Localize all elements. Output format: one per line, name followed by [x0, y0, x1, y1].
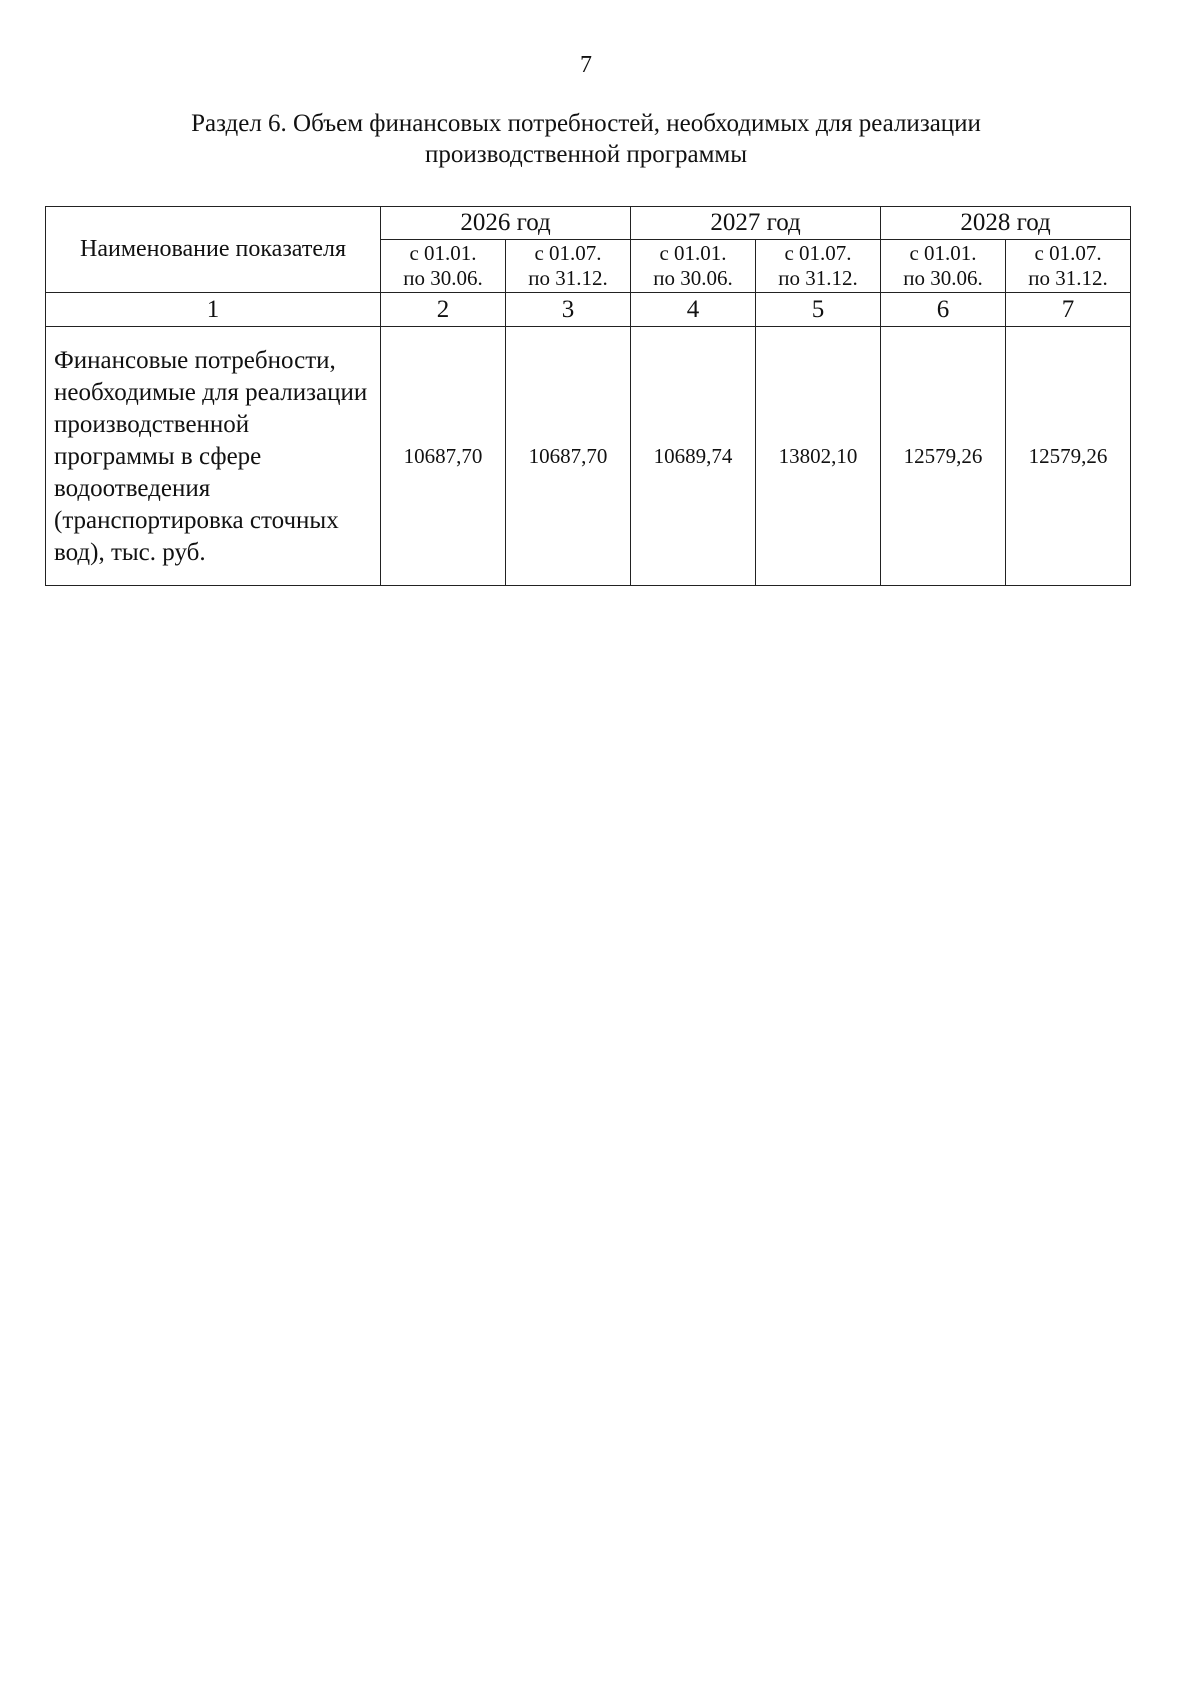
column-number: 5: [756, 293, 881, 327]
table-row: [46, 327, 1131, 586]
column-number-row: [46, 293, 1131, 327]
period-header: [881, 240, 1006, 293]
value-cell: 10689,74: [631, 327, 756, 586]
section-title-line-2: производственной программы: [424, 141, 748, 168]
year-header-2026: 2026 год: [381, 207, 631, 240]
column-number: 3: [506, 293, 631, 327]
value-cell: 13802,10: [756, 327, 881, 586]
period-from: с 01.01.: [909, 241, 977, 265]
column-number: 4: [631, 293, 756, 327]
value-cell: 12579,26: [881, 327, 1006, 586]
indicator-label: Финансовые потребности, необходимые для реализации производственной программы в сфере водоотведения (транспортировка сточных вод), тыс. руб.: [46, 327, 381, 586]
column-number: 7: [1006, 293, 1131, 327]
period-to: по 30.06.: [903, 266, 983, 290]
period-to: по 31.12.: [778, 266, 858, 290]
value-cell: 12579,26: [1006, 327, 1131, 586]
column-number: 1: [46, 293, 381, 327]
period-header: [1006, 240, 1131, 293]
year-header-row: [46, 207, 1131, 240]
value-cell: 10687,70: [381, 327, 506, 586]
period-header: [506, 240, 631, 293]
year-header-2028: 2028 год: [881, 207, 1131, 240]
period-header: [756, 240, 881, 293]
period-from: с 01.07.: [784, 241, 852, 265]
column-number: 2: [381, 293, 506, 327]
year-header-2027: 2027 год: [631, 207, 881, 240]
period-from: с 01.01.: [659, 241, 727, 265]
financial-needs-table: [45, 206, 1131, 586]
section-title-line-1: Раздел 6. Объем финансовых потребностей, необходимых для реализации: [191, 110, 981, 137]
period-from: с 01.01.: [409, 241, 477, 265]
period-header: [631, 240, 756, 293]
period-to: по 30.06.: [403, 266, 483, 290]
period-to: по 31.12.: [1028, 266, 1108, 290]
period-from: с 01.07.: [534, 241, 602, 265]
period-to: по 31.12.: [528, 266, 608, 290]
indicator-name-header: Наименование показателя: [46, 207, 381, 293]
section-title: [0, 108, 1172, 170]
column-number: 6: [881, 293, 1006, 327]
period-header: [381, 240, 506, 293]
value-cell: 10687,70: [506, 327, 631, 586]
period-from: с 01.07.: [1034, 241, 1102, 265]
page-number: 7: [580, 52, 592, 78]
period-to: по 30.06.: [653, 266, 733, 290]
